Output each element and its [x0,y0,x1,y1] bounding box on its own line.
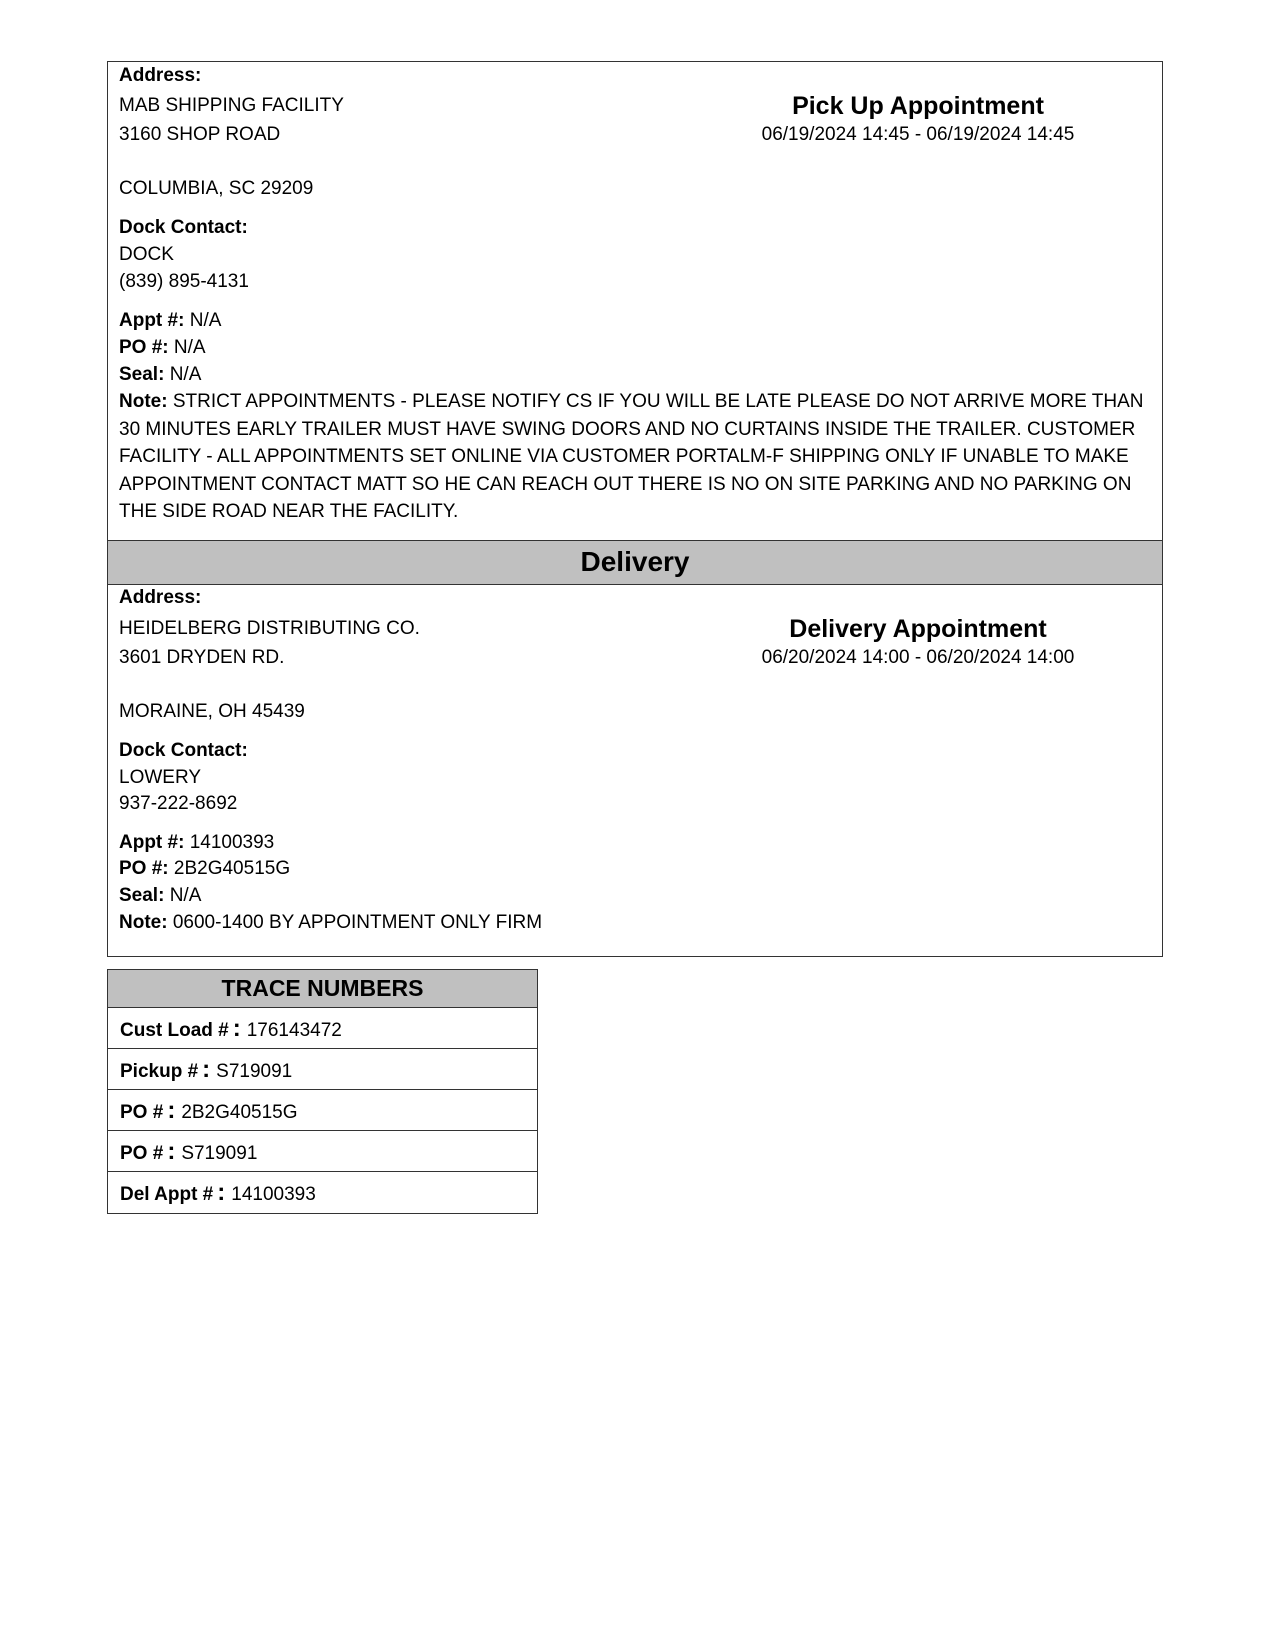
delivery-po-label: PO #: [119,858,169,879]
delivery-po-value: 2B2G40515G [173,858,291,879]
pickup-appointment-times: 06/19/2024 14:45 - 06/19/2024 14:45 [761,124,1075,145]
trace-row-del-appt [108,1172,537,1213]
delivery-section-title: Delivery [107,540,1163,585]
trace-row-value: S719091 [181,1143,258,1164]
delivery-address-line-1: HEIDELBERG DISTRIBUTING CO. [119,618,420,639]
pickup-address-line-1: MAB SHIPPING FACILITY [119,95,344,116]
pickup-seal-value: N/A [169,364,202,385]
trace-row-label: Cust Load # [120,1020,229,1041]
delivery-seal-label: Seal: [119,885,165,906]
trace-row-label: PO # [120,1143,164,1164]
delivery-dock-contact-phone: 937-222-8692 [119,793,238,814]
delivery-note [119,912,542,934]
trace-row-colon: : [202,1056,211,1083]
pickup-note-value: STRICT APPOINTMENTS - PLEASE NOTIFY CS IF YOU WILL BE LATE PLEASE DO NOT ARRIVE MORE THAN 30 MINUTES EARLY TRAILER MUST HAVE SWING DOORS AND NO CURTAINS INSIDE THE TRAILER. CUSTOMER FACILITY - ALL APPOINTMENTS SET ONLINE VIA CUSTOMER PORTALM-F SHIPPING ONLY IF UNABLE TO MAKE APPOINTMENT CONTACT MATT SO HE CAN REACH OUT THERE IS NO ON SITE PARKING AND NO PARKING ON THE SIDE ROAD NEAR THE FACILITY. [119,391,1144,522]
trace-row-value: 14100393 [231,1184,316,1205]
delivery-po-number [119,858,290,880]
trace-row-colon: : [167,1097,176,1124]
trace-row-po-2 [108,1131,537,1172]
delivery-appt-label: Appt #: [119,832,185,853]
trace-row-value: 176143472 [246,1020,342,1041]
pickup-appt-number [119,310,221,332]
delivery-note-label: Note: [119,912,168,933]
trace-row-colon: : [217,1179,226,1206]
delivery-address-label: Address: [119,587,202,608]
pickup-appt-label: Appt #: [119,310,185,331]
trace-row-label: Del Appt # [120,1184,214,1205]
trace-row-colon: : [232,1015,241,1042]
delivery-section [107,585,1163,957]
trace-numbers-title: TRACE NUMBERS [108,970,537,1008]
delivery-note-value: 0600-1400 BY APPOINTMENT ONLY FIRM [172,912,543,933]
pickup-address-line-2: 3160 SHOP ROAD [119,124,281,145]
trace-row-label: Pickup # [120,1061,199,1082]
delivery-address-line-3: MORAINE, OH 45439 [119,701,305,722]
pickup-po-number [119,337,206,359]
delivery-dock-contact-label: Dock Contact: [119,740,248,761]
pickup-note-label: Note: [119,391,168,412]
pickup-section [107,61,1163,540]
pickup-dock-contact-phone: (839) 895-4131 [119,271,249,292]
trace-row-value: S719091 [216,1061,293,1082]
pickup-seal-label: Seal: [119,364,165,385]
pickup-seal [119,364,201,386]
pickup-appointment-title: Pick Up Appointment [792,92,1044,120]
pickup-note [119,388,1149,526]
delivery-dock-contact-name: LOWERY [119,767,202,788]
trace-row-pickup [108,1049,537,1090]
trace-numbers-table [107,969,538,1214]
trace-row-label: PO # [120,1102,164,1123]
pickup-po-value: N/A [173,337,206,358]
delivery-seal [119,885,201,907]
delivery-seal-value: N/A [169,885,202,906]
delivery-appointment-times: 06/20/2024 14:00 - 06/20/2024 14:00 [761,647,1075,668]
delivery-address-line-2: 3601 DRYDEN RD. [119,647,285,668]
trace-row-po-1 [108,1090,537,1131]
pickup-po-label: PO #: [119,337,169,358]
delivery-appt-number [119,832,274,854]
delivery-appointment-title: Delivery Appointment [789,615,1047,643]
pickup-address-label: Address: [119,65,202,86]
trace-row-value: 2B2G40515G [181,1102,298,1123]
delivery-appt-value: 14100393 [189,832,275,853]
pickup-dock-contact-label: Dock Contact: [119,217,248,238]
trace-row-cust-load [108,1008,537,1049]
pickup-dock-contact-name: DOCK [119,244,174,265]
trace-row-colon: : [167,1138,176,1165]
pickup-appt-value: N/A [189,310,222,331]
pickup-address-line-3: COLUMBIA, SC 29209 [119,178,314,199]
